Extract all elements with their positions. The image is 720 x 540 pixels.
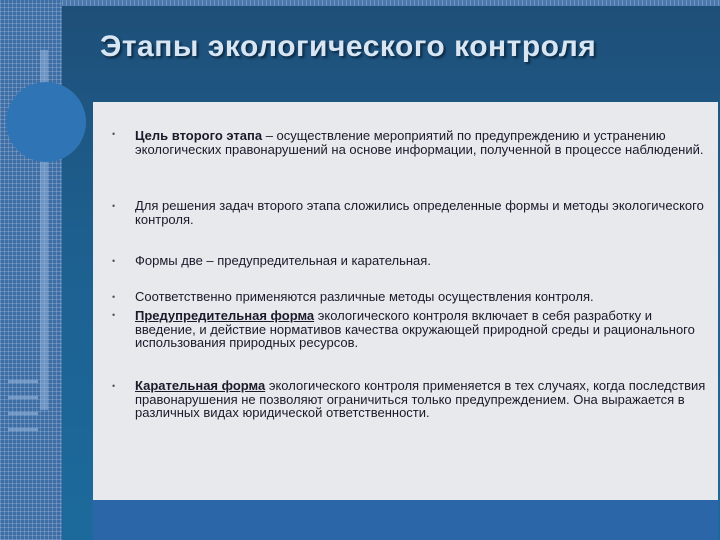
decorative-dash	[8, 380, 38, 383]
item-text: экологического контроля применяется в тех случаях, когда последствия правонарушения не позволяют ограничиться только предупреждением. Она выражается в различных видах юридической ответственности.	[135, 378, 706, 421]
bullet-marker: •	[112, 256, 116, 266]
decorative-dash	[8, 396, 38, 399]
item-lead: Предупредительная форма	[135, 308, 315, 323]
list-item-methods	[135, 290, 710, 304]
decorative-dash	[8, 412, 38, 415]
decorative-bottom-bar	[93, 500, 718, 540]
item-text: Для решения задач второго этапа сложились определенные формы и методы экологического контроля.	[135, 198, 704, 227]
slide-title: Этапы экологического контроля	[100, 30, 597, 63]
bullet-marker: •	[112, 129, 116, 139]
list-item-forms-methods	[135, 199, 710, 226]
decorative-side-pattern	[0, 0, 62, 540]
item-text: Соответственно применяются различные методы осуществления контроля.	[135, 289, 594, 304]
list-item-punitive-form	[135, 379, 710, 420]
bullet-marker: •	[112, 201, 116, 211]
decorative-dash	[8, 428, 38, 431]
item-text: Формы две – предупредительная и карательная.	[135, 253, 431, 268]
bullet-marker: •	[112, 381, 116, 391]
decorative-circle	[6, 82, 86, 162]
item-lead: Цель второго этапа	[135, 128, 263, 143]
bullet-marker: •	[112, 310, 116, 320]
list-item-preventive-form	[135, 309, 710, 350]
item-lead: Карательная форма	[135, 378, 266, 393]
bullet-marker: •	[112, 292, 116, 302]
list-item-goal	[135, 129, 710, 156]
item-text: – осуществление мероприятий по предупреждению и устранению экологических правонарушений на основе информации, полученной в процессе наблюдений.	[135, 128, 704, 157]
item-text: экологического контроля включает в себя разработку и введение, и действие нормативов качества окружающей природной среды и рационального использования природных ресурсов.	[135, 308, 695, 351]
list-item-two-forms	[135, 254, 710, 268]
